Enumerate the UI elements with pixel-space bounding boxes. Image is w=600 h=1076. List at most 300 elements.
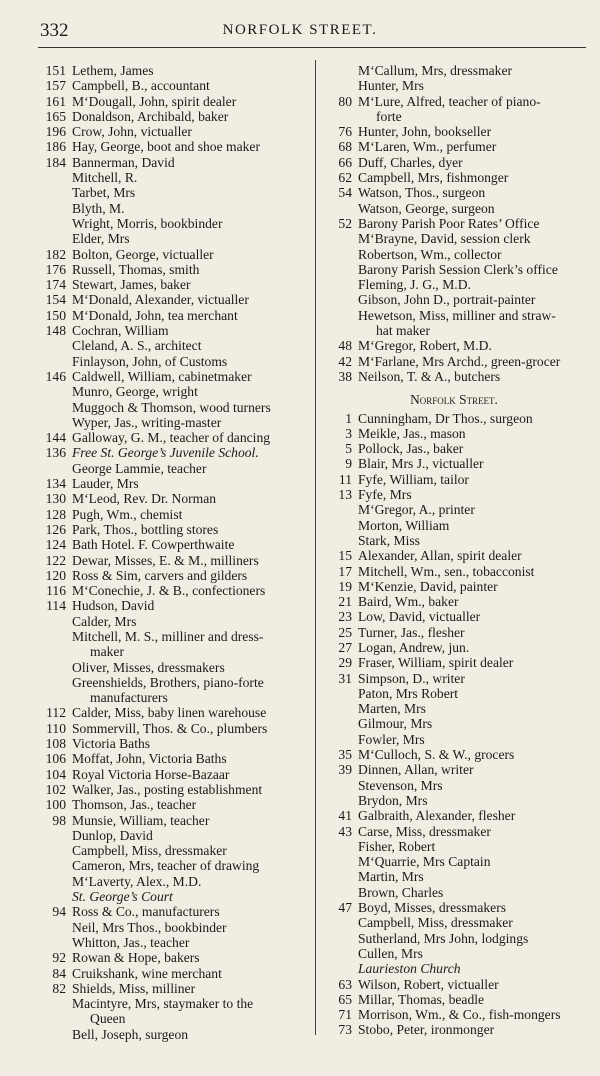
- directory-entry: [322, 931, 586, 946]
- house-number: 196: [45, 124, 66, 140]
- entry-text: Wilson, Robert, victualler: [358, 976, 499, 992]
- house-number: 21: [338, 594, 352, 610]
- directory-entry: [322, 369, 586, 384]
- entry-text: Watson, George, surgeon: [358, 200, 495, 216]
- directory-entry: [36, 338, 312, 353]
- entry-text: M‘Leod, Rev. Dr. Norman: [72, 491, 217, 507]
- page-number: 332: [40, 20, 69, 41]
- house-number: 68: [338, 139, 352, 155]
- directory-entry: [322, 292, 586, 307]
- directory-entry: [322, 992, 586, 1007]
- directory-entry: [36, 751, 312, 766]
- entry-text: Bolton, George, victualler: [72, 246, 214, 262]
- entry-text: Donaldson, Archibald, baker: [72, 108, 229, 124]
- entry-text: George Lammie, teacher: [72, 460, 207, 476]
- section-heading: [322, 392, 586, 407]
- entry-text: Cunningham, Dr Thos., surgeon: [358, 410, 533, 426]
- entry-text: M‘Callum, Mrs, dressmaker: [358, 63, 513, 78]
- entry-text: Sutherland, Mrs John, lodgings: [358, 930, 529, 946]
- entry-text: Shields, Miss, milliner: [72, 980, 196, 996]
- entry-text: Low, David, victualler: [358, 609, 481, 625]
- house-number: 110: [46, 720, 66, 736]
- entry-text: Queen: [90, 1011, 126, 1027]
- directory-entry: [36, 522, 312, 537]
- house-number: 52: [338, 215, 352, 231]
- house-number: 63: [338, 976, 352, 992]
- entry-text: Moffat, John, Victoria Baths: [72, 751, 227, 767]
- directory-entry: [322, 609, 586, 624]
- entry-text: Fraser, William, spirit dealer: [358, 655, 514, 671]
- entry-text: Elder, Mrs: [72, 231, 130, 247]
- house-number: 182: [45, 246, 66, 262]
- entry-text: Cochran, William: [72, 323, 169, 339]
- entry-text: M‘Brayne, David, session clerk: [358, 231, 531, 247]
- entry-text: Rowan & Hope, bakers: [72, 950, 200, 966]
- entry-text: Blyth, M.: [72, 200, 125, 216]
- house-number: 100: [45, 797, 66, 813]
- entry-text: Ross & Co., manufacturers: [72, 904, 220, 920]
- entry-text: M‘Farlane, Mrs Archd., green-grocer: [358, 353, 561, 369]
- entry-text: manufacturers: [90, 690, 168, 706]
- house-number: 31: [338, 670, 352, 686]
- entry-text: Robertson, Wm., collector: [358, 246, 502, 262]
- entry-text: M‘Quarrie, Mrs Captain: [358, 854, 491, 870]
- entry-text: M‘Laren, Wm., perfumer: [358, 139, 497, 155]
- entry-text: Duff, Charles, dyer: [358, 154, 463, 170]
- house-number: 25: [338, 624, 352, 640]
- entry-text: Pollock, Jas., baker: [358, 441, 464, 457]
- directory-entry: [36, 231, 312, 246]
- house-number: 80: [338, 93, 352, 109]
- house-number: 3: [345, 425, 352, 441]
- house-number: 23: [338, 609, 352, 625]
- entry-text: Paton, Mrs Robert: [358, 685, 459, 701]
- running-title: NORFOLK STREET.: [222, 22, 378, 38]
- house-number: 161: [45, 93, 66, 109]
- entry-text: Hunter, Mrs: [358, 78, 424, 94]
- house-number: 11: [338, 471, 352, 487]
- directory-entry: [322, 854, 586, 869]
- right-column: [322, 63, 586, 1038]
- directory-entry: [322, 426, 586, 441]
- house-number: 128: [45, 506, 66, 522]
- house-number: 150: [45, 307, 66, 323]
- directory-entry: [36, 644, 312, 659]
- directory-entry: [36, 797, 312, 812]
- directory-entry: [36, 109, 312, 124]
- house-number: 84: [52, 965, 66, 981]
- entry-text: Cullen, Mrs: [358, 945, 423, 961]
- directory-entry: [322, 900, 586, 915]
- entry-text: Gilmour, Mrs: [358, 716, 433, 732]
- directory-entry: [322, 262, 586, 277]
- directory-entry: [36, 660, 312, 675]
- entry-text: Stark, Miss: [358, 532, 420, 548]
- directory-entry: [322, 338, 586, 353]
- house-number: 38: [338, 368, 352, 384]
- house-number: 98: [52, 812, 66, 828]
- house-number: 136: [45, 445, 66, 461]
- entry-text: Gibson, John D., portrait-painter: [358, 292, 536, 308]
- entry-text: Cleland, A. S., architect: [72, 338, 202, 354]
- house-number: 112: [46, 705, 66, 721]
- directory-entry: [36, 1011, 312, 1026]
- entry-text: Marten, Mrs: [358, 701, 426, 717]
- directory-entry: [36, 583, 312, 598]
- house-number: 120: [45, 567, 66, 583]
- directory-entry: [322, 977, 586, 992]
- entry-text: Galbraith, Alexander, flesher: [358, 808, 516, 824]
- directory-entry: [322, 808, 586, 823]
- house-number: 66: [338, 154, 352, 170]
- directory-entry: [322, 109, 586, 124]
- entry-text: Victoria Baths: [72, 736, 151, 752]
- directory-entry: [36, 889, 312, 904]
- entry-text: Galloway, G. M., teacher of dancing: [72, 430, 271, 446]
- entry-text: Blair, Mrs J., victualler: [358, 456, 484, 472]
- directory-entry: [36, 1027, 312, 1042]
- house-number: 47: [338, 900, 352, 916]
- directory-entry: [36, 996, 312, 1011]
- house-number: 106: [45, 751, 66, 767]
- entry-text: Calder, Miss, baby linen warehouse: [72, 705, 267, 721]
- directory-entry: [322, 124, 586, 139]
- entry-text: Fyfe, Mrs: [358, 487, 412, 503]
- directory-entry: [36, 262, 312, 277]
- directory-entry: [322, 716, 586, 731]
- directory-entry: [322, 487, 586, 502]
- entry-text: M‘Gregor, A., printer: [358, 502, 475, 518]
- house-number: 104: [45, 766, 66, 782]
- entry-text: Sommervill, Thos. & Co., plumbers: [72, 720, 268, 736]
- entry-text: Munsie, William, teacher: [72, 812, 210, 828]
- house-number: 27: [338, 639, 352, 655]
- directory-entry: [36, 400, 312, 415]
- entry-text: Bell, Joseph, surgeon: [72, 1026, 189, 1042]
- entry-text: Logan, Andrew, jun.: [358, 639, 470, 655]
- directory-entry: [36, 292, 312, 307]
- entry-text: M‘Kenzie, David, painter: [358, 578, 498, 594]
- directory-entry: [36, 323, 312, 338]
- entry-text: Cameron, Mrs, teacher of drawing: [72, 858, 260, 874]
- directory-entry: [36, 813, 312, 828]
- house-number: 124: [45, 537, 66, 553]
- house-number: 76: [338, 124, 352, 140]
- directory-entry: [322, 170, 586, 185]
- entry-text: Greenshields, Brothers, piano-forte: [72, 674, 264, 690]
- house-number: 9: [345, 456, 352, 472]
- entry-text: Brydon, Mrs: [358, 792, 428, 808]
- entry-text: Barony Parish Poor Rates’ Office: [358, 215, 540, 231]
- entry-text: Tarbet, Mrs: [72, 185, 136, 201]
- entry-text: Campbell, B., accountant: [72, 78, 210, 94]
- house-number: 165: [45, 108, 66, 124]
- header-rule: [38, 47, 586, 48]
- directory-entry: [36, 920, 312, 935]
- house-number: 116: [46, 583, 66, 599]
- entry-text: Turner, Jas., flesher: [358, 624, 465, 640]
- entry-text: Watson, Thos., surgeon: [358, 185, 486, 201]
- page-header: [0, 20, 600, 44]
- entry-text: Campbell, Miss, dressmaker: [358, 915, 513, 931]
- entry-text: Fowler, Mrs: [358, 731, 425, 747]
- entry-text: Russell, Thomas, smith: [72, 261, 200, 277]
- entry-text: Hay, George, boot and shoe maker: [72, 139, 260, 155]
- house-number: 43: [338, 823, 352, 839]
- directory-entry: [322, 139, 586, 154]
- directory-entry: [322, 640, 586, 655]
- directory-entry: [322, 456, 586, 471]
- directory-entry: [36, 843, 312, 858]
- directory-entry: [322, 411, 586, 426]
- directory-entry: [322, 548, 586, 563]
- house-number: 186: [45, 139, 66, 155]
- directory-entry: [36, 369, 312, 384]
- entry-text: Macintyre, Mrs, staymaker to the: [72, 996, 254, 1012]
- house-number: 41: [338, 808, 352, 824]
- directory-entry: [36, 904, 312, 919]
- directory-entry: [36, 537, 312, 552]
- directory-entry: [322, 441, 586, 456]
- entry-text: Fyfe, William, tailor: [358, 471, 469, 487]
- directory-entry: [36, 598, 312, 613]
- directory-entry: [36, 384, 312, 399]
- house-number: 29: [338, 655, 352, 671]
- directory-entry: [322, 885, 586, 900]
- directory-entry: [36, 767, 312, 782]
- house-number: 42: [338, 353, 352, 369]
- directory-entry: [322, 533, 586, 548]
- directory-entry: [322, 686, 586, 701]
- entry-text: Walker, Jas., posting establishment: [72, 781, 263, 797]
- directory-entry: [36, 461, 312, 476]
- directory-entry: [36, 705, 312, 720]
- entry-text: Royal Victoria Horse-Bazaar: [72, 766, 230, 782]
- directory-entry: [322, 247, 586, 262]
- entry-text: Mitchell, Wm., sen., tobacconist: [358, 563, 535, 579]
- house-number: 13: [338, 487, 352, 503]
- section-heading-text: Norfolk Street.: [410, 392, 498, 408]
- entry-text: Whitton, Jas., teacher: [72, 934, 190, 950]
- directory-entry: [322, 961, 586, 976]
- entry-text: Boyd, Misses, dressmakers: [358, 900, 507, 916]
- entry-text: Lethem, James: [72, 63, 154, 78]
- directory-entry: [36, 966, 312, 981]
- house-number: 82: [52, 980, 66, 996]
- directory-entry: [322, 655, 586, 670]
- directory-entry: [36, 874, 312, 889]
- entry-text: M‘Conechie, J. & B., confectioners: [72, 583, 266, 599]
- entry-text: Hewetson, Miss, milliner and straw-: [358, 307, 556, 323]
- entry-text: Campbell, Mrs, fishmonger: [358, 170, 509, 186]
- house-number: 39: [338, 762, 352, 778]
- directory-entry: [322, 915, 586, 930]
- directory-entry: [322, 564, 586, 579]
- directory-entry: [36, 185, 312, 200]
- entry-text: M‘Culloch, S. & W., grocers: [358, 747, 515, 763]
- house-number: 17: [338, 563, 352, 579]
- house-number: 54: [338, 185, 352, 201]
- directory-entry: [36, 553, 312, 568]
- house-number: 176: [45, 261, 66, 277]
- house-number: 94: [52, 904, 66, 920]
- entry-text: M‘Laverty, Alex., M.D.: [72, 873, 202, 889]
- directory-entry: [322, 308, 586, 323]
- entry-text: M‘Donald, John, tea merchant: [72, 307, 238, 323]
- directory-entry: [36, 491, 312, 506]
- entry-text: Cruikshank, wine merchant: [72, 965, 222, 981]
- house-number: 122: [45, 552, 66, 568]
- entry-text: Bath Hotel. F. Cowperthwaite: [72, 537, 235, 553]
- directory-entry: [322, 839, 586, 854]
- entry-text: Morton, William: [358, 517, 450, 533]
- entry-text: Baird, Wm., baker: [358, 594, 459, 610]
- directory-entry: [36, 950, 312, 965]
- entry-text: Mitchell, M. S., milliner and dress-: [72, 628, 264, 644]
- entry-text: Dinnen, Allan, writer: [358, 762, 474, 778]
- directory-entry: [36, 170, 312, 185]
- directory-entry: [322, 354, 586, 369]
- directory-entry: [322, 94, 586, 109]
- directory-entry: [36, 124, 312, 139]
- entry-text: Laurieston Church: [358, 961, 461, 977]
- directory-entry: [322, 946, 586, 961]
- directory-entry: [322, 231, 586, 246]
- entry-text: Meikle, Jas., mason: [358, 425, 466, 441]
- entry-text: Martin, Mrs: [358, 869, 424, 885]
- directory-entry: [322, 793, 586, 808]
- directory-entry: [322, 869, 586, 884]
- entry-text: Alexander, Allan, spirit dealer: [358, 548, 522, 564]
- left-column: [36, 63, 312, 1042]
- directory-entry: [36, 201, 312, 216]
- directory-entry: [322, 185, 586, 200]
- directory-entry: [36, 430, 312, 445]
- directory-entry: [36, 216, 312, 231]
- directory-entry: [36, 308, 312, 323]
- house-number: 62: [338, 170, 352, 186]
- entry-text: Finlayson, John, of Customs: [72, 353, 228, 369]
- directory-entry: [36, 445, 312, 460]
- directory-entry: [322, 155, 586, 170]
- house-number: 108: [45, 736, 66, 752]
- entry-text: Dewar, Misses, E. & M., milliners: [72, 552, 259, 568]
- directory-entry: [322, 778, 586, 793]
- directory-entry: [36, 139, 312, 154]
- entry-text: Stevenson, Mrs: [358, 777, 443, 793]
- directory-entry: [322, 78, 586, 93]
- directory-entry: [36, 981, 312, 996]
- directory-entry: [36, 690, 312, 705]
- directory-entry: [322, 472, 586, 487]
- entry-text: Carse, Miss, dressmaker: [358, 823, 491, 839]
- directory-entry: [36, 415, 312, 430]
- house-number: 1: [345, 410, 352, 426]
- entry-text: Muggoch & Thomson, wood turners: [72, 399, 271, 415]
- directory-entry: [36, 721, 312, 736]
- house-number: 144: [45, 430, 66, 446]
- house-number: 35: [338, 747, 352, 763]
- entry-text: Lauder, Mrs: [72, 476, 139, 492]
- entry-text: Free St. George’s Juvenile School.: [72, 445, 259, 461]
- entry-text: Thomson, Jas., teacher: [72, 797, 197, 813]
- entry-text: Munro, George, wright: [72, 384, 198, 400]
- house-number: 71: [338, 1007, 352, 1023]
- directory-entry: [36, 247, 312, 262]
- house-number: 19: [338, 578, 352, 594]
- entry-text: Stewart, James, baker: [72, 277, 191, 293]
- house-number: 126: [45, 521, 66, 537]
- directory-entry: [36, 858, 312, 873]
- directory-entry: [322, 216, 586, 231]
- entry-text: Wyper, Jas., writing-master: [72, 414, 222, 430]
- house-number: 102: [45, 781, 66, 797]
- entry-text: Bannerman, David: [72, 154, 175, 170]
- directory-entry: [322, 502, 586, 517]
- directory-entry: [322, 579, 586, 594]
- house-number: 154: [45, 292, 66, 308]
- entry-text: Fleming, J. G., M.D.: [358, 277, 471, 293]
- column-divider: [315, 60, 316, 1035]
- directory-entry: [322, 701, 586, 716]
- directory-entry: [36, 155, 312, 170]
- directory-entry: [322, 518, 586, 533]
- house-number: 146: [45, 368, 66, 384]
- entry-text: Caldwell, William, cabinetmaker: [72, 368, 252, 384]
- entry-text: maker: [90, 644, 124, 660]
- directory-entry: [322, 63, 586, 78]
- entry-text: Wright, Morris, bookbinder: [72, 215, 223, 231]
- directory-entry: [322, 1022, 586, 1037]
- entry-text: M‘Gregor, Robert, M.D.: [358, 338, 492, 354]
- directory-entry: [36, 675, 312, 690]
- entry-text: Oliver, Misses, dressmakers: [72, 659, 225, 675]
- entry-text: St. George’s Court: [72, 889, 173, 905]
- directory-entry: [36, 78, 312, 93]
- entry-text: Campbell, Miss, dressmaker: [72, 843, 227, 859]
- directory-entry: [36, 935, 312, 950]
- entry-text: Hunter, John, bookseller: [358, 124, 492, 140]
- directory-entry: [322, 594, 586, 609]
- entry-text: M‘Dougall, John, spirit dealer: [72, 93, 237, 109]
- entry-text: Barony Parish Session Clerk’s office: [358, 261, 558, 277]
- entry-text: Brown, Charles: [358, 884, 444, 900]
- directory-entry: [322, 277, 586, 292]
- house-number: 174: [45, 277, 66, 293]
- directory-entry: [322, 625, 586, 640]
- entry-text: Neil, Mrs Thos., bookbinder: [72, 919, 227, 935]
- entry-text: Stobo, Peter, ironmonger: [358, 1022, 495, 1038]
- directory-entry: [322, 824, 586, 839]
- entry-text: M‘Lure, Alfred, teacher of piano-: [358, 93, 541, 109]
- directory-entry: [36, 507, 312, 522]
- entry-text: Park, Thos., bottling stores: [72, 521, 219, 537]
- directory-entry: [322, 1007, 586, 1022]
- house-number: 92: [52, 950, 66, 966]
- house-number: 114: [46, 598, 66, 614]
- directory-entry: [36, 94, 312, 109]
- directory-entry: [322, 762, 586, 777]
- entry-text: Dunlop, David: [72, 827, 153, 843]
- house-number: 151: [45, 63, 66, 78]
- house-number: 134: [45, 476, 66, 492]
- entry-text: Fisher, Robert: [358, 838, 436, 854]
- directory-entry: [36, 782, 312, 797]
- house-number: 15: [338, 548, 352, 564]
- directory-entry: [36, 354, 312, 369]
- entry-text: Millar, Thomas, beadle: [358, 991, 485, 1007]
- house-number: 65: [338, 991, 352, 1007]
